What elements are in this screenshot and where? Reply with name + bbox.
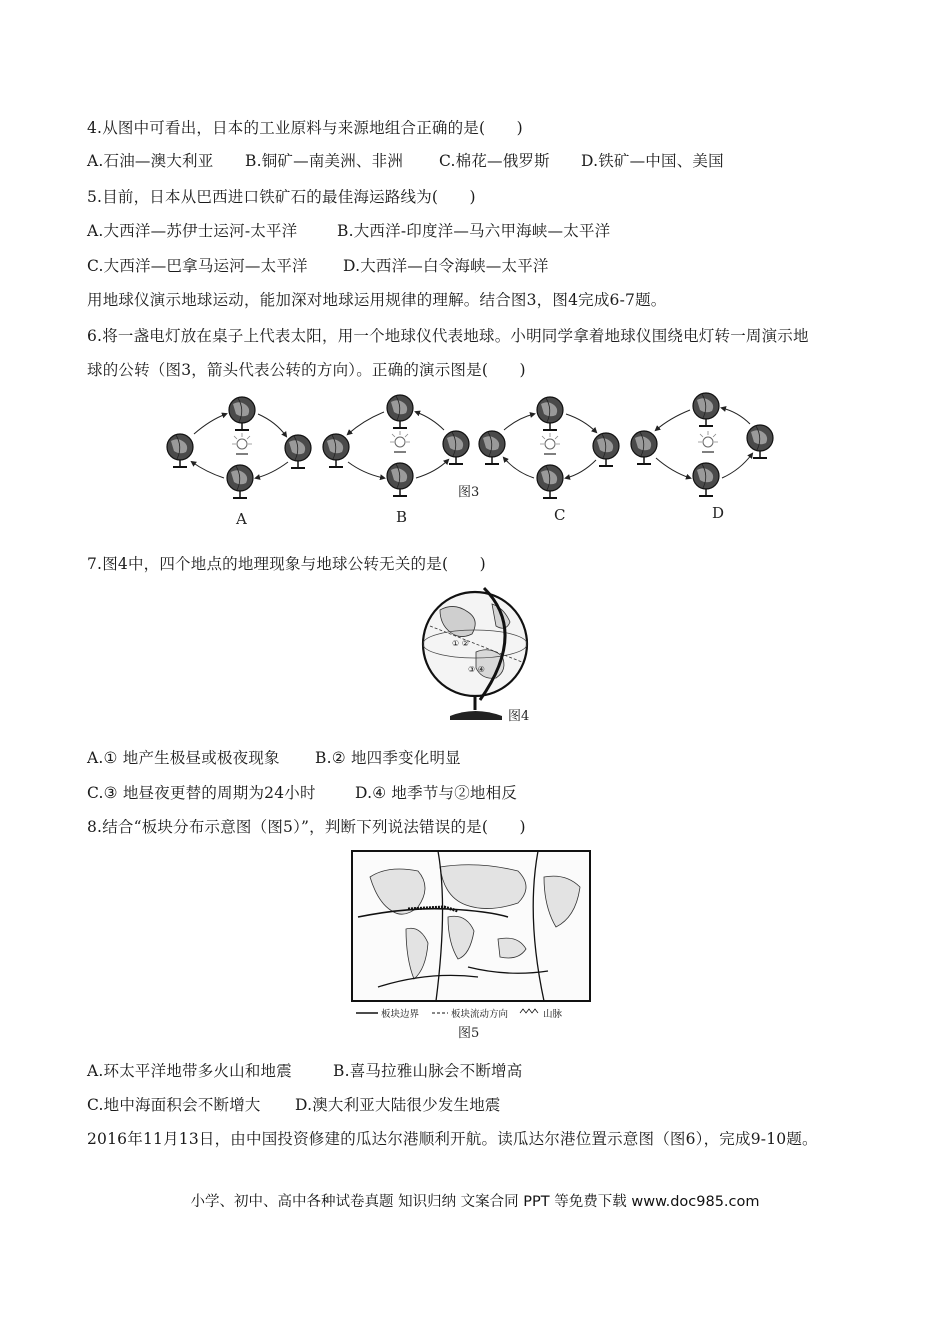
fig3-panel-c <box>479 397 619 498</box>
q6-stem-line1: 6.将一盏电灯放在桌子上代表太阳，用一个地球仪代表地球。小明同学拿着地球仪围绕电灯转一周演示地 <box>87 327 809 345</box>
q8-option-d: D.澳大利亚大陆很少发生地震 <box>295 1096 501 1114</box>
fig4-caption: 图4 <box>508 709 530 724</box>
page-footer: 小学、初中、高中各种试卷真题 知识归纳 文案合同 PPT 等免费下载 www.doc985.com <box>190 1194 760 1210</box>
q5-options-row1 <box>87 220 610 242</box>
fig5-caption: 图5 <box>458 1026 480 1041</box>
fig3-label-a: A <box>236 510 247 528</box>
q5-stem: 5.目前，日本从巴西进口铁矿石的最佳海运路线为( ) <box>87 188 476 206</box>
fig3-panel-a <box>167 397 311 498</box>
figure-3 <box>160 392 790 532</box>
q5-option-a: A.大西洋—苏伊士运河-太平洋 <box>87 222 298 240</box>
q7-options-row2 <box>87 782 517 804</box>
intro-6-7: 用地球仪演示地球运动，能加深对地球运用规律的理解。结合图3，图4完成6-7题。 <box>87 291 667 309</box>
q4-option-b: B.铜矿—南美洲、非洲 <box>245 152 404 170</box>
q8-stem: 8.结合“板块分布示意图（图5）”，判断下列说法错误的是( ) <box>87 818 526 836</box>
q8-option-c: C.地中海面积会不断增大 <box>87 1096 261 1114</box>
intro-9-10: 2016年11月13日，由中国投资修建的瓜达尔港顺利开航。读瓜达尔港位置示意图（图6），完成9-10题。 <box>87 1130 818 1148</box>
q4-option-d: D.铁矿—中国、美国 <box>581 152 724 170</box>
fig3-panel-d <box>631 393 773 496</box>
q7-option-a: A.① 地产生极昼或极夜现象 <box>87 749 280 767</box>
q7-option-b: B.② 地四季变化明显 <box>315 749 461 767</box>
fig5-legend-boundary: 板块边界 <box>381 1009 420 1020</box>
q6-stem-line2: 球的公转（图3，箭头代表公转的方向）。正确的演示图是( ) <box>87 361 526 379</box>
q7-stem: 7.图4中，四个地点的地理现象与地球公转无关的是( ) <box>87 555 486 573</box>
fig5-legend-mountain: 山脉 <box>543 1009 563 1020</box>
q8-options-row1 <box>87 1060 522 1082</box>
q4-option-a: A.石油—澳大利亚 <box>87 152 214 170</box>
q5-option-d: D.大西洋—白令海峡—太平洋 <box>343 257 549 275</box>
q5-options-row2 <box>87 255 549 277</box>
svg-text:③ ④: ③ ④ <box>468 665 485 674</box>
q5-option-c: C.大西洋—巴拿马运河—太平洋 <box>87 257 308 275</box>
q7-option-c: C.③ 地昼夜更替的周期为24小时 <box>87 784 316 802</box>
fig3-label-b: B <box>396 508 408 526</box>
q8-option-a: A.环太平洋地带多火山和地震 <box>87 1062 292 1080</box>
fig3-caption: 图3 <box>458 485 480 500</box>
q4-option-c: C.棉花—俄罗斯 <box>439 152 550 170</box>
figure-5 <box>348 847 598 1047</box>
q4-stem: 4.从图中可看出，日本的工业原料与来源地组合正确的是( ) <box>87 119 523 137</box>
figure-4 <box>410 582 550 730</box>
q5-option-b: B.大西洋-印度洋—马六甲海峡—太平洋 <box>337 222 611 240</box>
svg-text:① ②: ① ② <box>452 639 469 648</box>
q8-options-row2 <box>87 1094 501 1116</box>
q4-options <box>87 150 724 172</box>
fig5-legend-direction: 板块流动方向 <box>451 1009 509 1020</box>
fig3-panel-b <box>323 395 469 496</box>
fig3-label-d: D <box>712 504 725 522</box>
q8-option-b: B.喜马拉雅山脉会不断增高 <box>333 1062 523 1080</box>
q7-options-row1 <box>87 747 461 769</box>
q7-option-d: D.④ 地季节与②地相反 <box>355 784 518 802</box>
fig3-label-c: C <box>554 506 566 524</box>
